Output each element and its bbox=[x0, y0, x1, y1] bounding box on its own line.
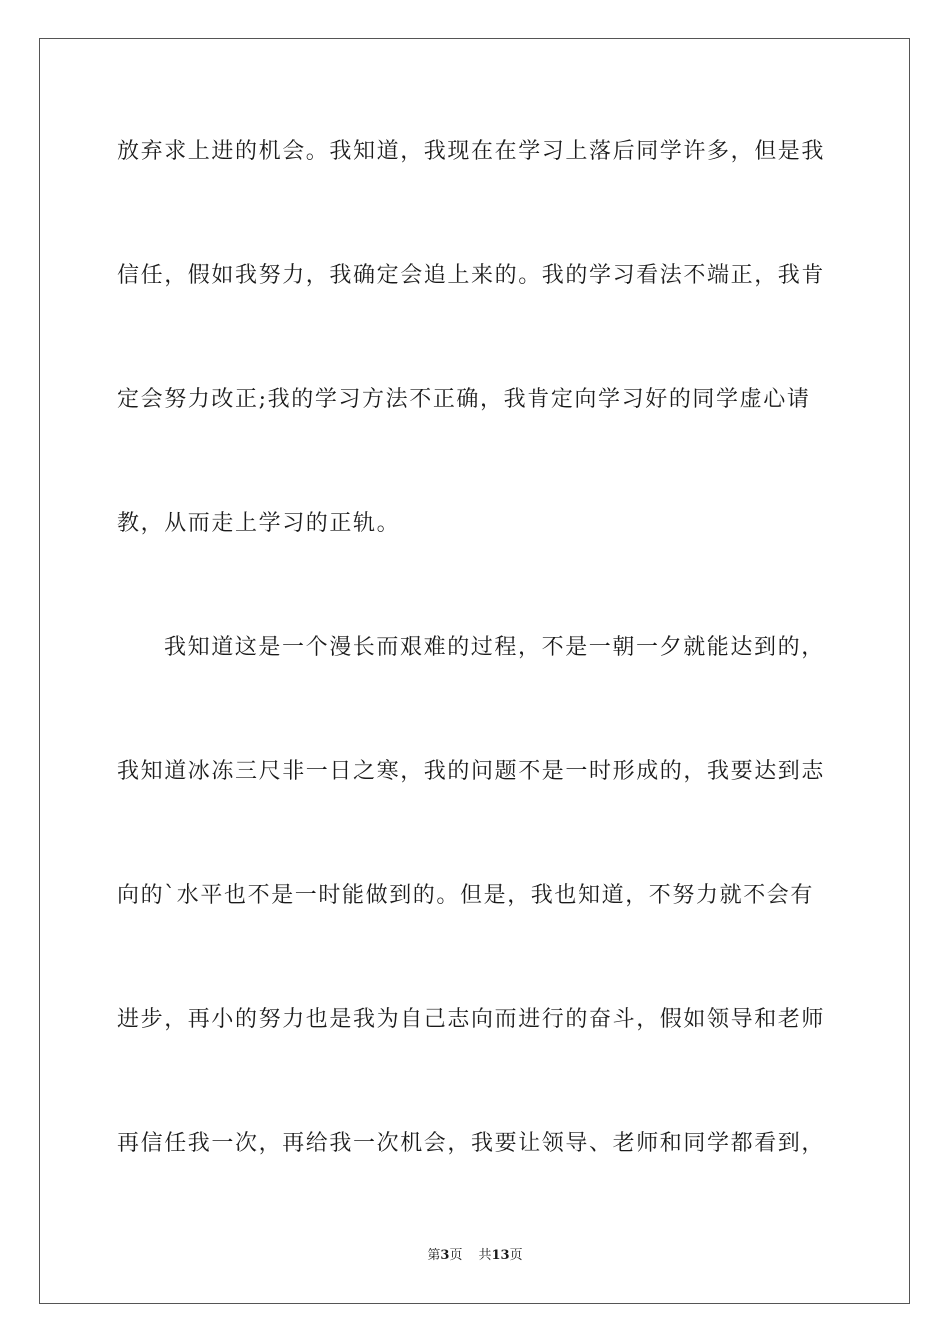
body-text-line: 向的`水平也不是一时能做到的。但是，我也知道，不努力就不会有 bbox=[117, 883, 815, 908]
footer-total-suffix: 页 bbox=[509, 1248, 523, 1263]
footer-total-pages: 13 bbox=[491, 1248, 510, 1263]
body-text-line: 放弃求上进的机会。我知道，我现在在学习上落后同学许多，但是我 bbox=[117, 139, 826, 164]
paragraph-first-line: 我知道这是一个漫长而艰难的过程，不是一朝一夕就能达到的， bbox=[164, 635, 825, 660]
page-footer bbox=[0, 1247, 950, 1265]
body-text-line: 信任，假如我努力，我确定会追上来的。我的学习看法不端正，我肯 bbox=[117, 263, 826, 288]
footer-page-suffix: 页 bbox=[449, 1248, 463, 1263]
body-text-line: 我知道冰冻三尺非一日之寒，我的问题不是一时形成的，我要达到志 bbox=[117, 759, 826, 784]
footer-total-prefix: 共 bbox=[478, 1248, 492, 1263]
body-text-line: 进步，再小的努力也是我为自己志向而进行的奋斗，假如领导和老师 bbox=[117, 1007, 826, 1032]
body-text-line: 再信任我一次，再给我一次机会，我要让领导、老师和同学都看到， bbox=[117, 1131, 826, 1156]
footer-page-prefix: 第 bbox=[427, 1248, 441, 1263]
footer-page-number: 3 bbox=[440, 1248, 450, 1263]
page-border bbox=[39, 38, 910, 1304]
body-text-line: 教，从而走上学习的正轨。 bbox=[117, 511, 401, 536]
body-text-line: 定会努力改正;我的学习方法不正确，我肯定向学习好的同学虚心请 bbox=[117, 387, 811, 412]
